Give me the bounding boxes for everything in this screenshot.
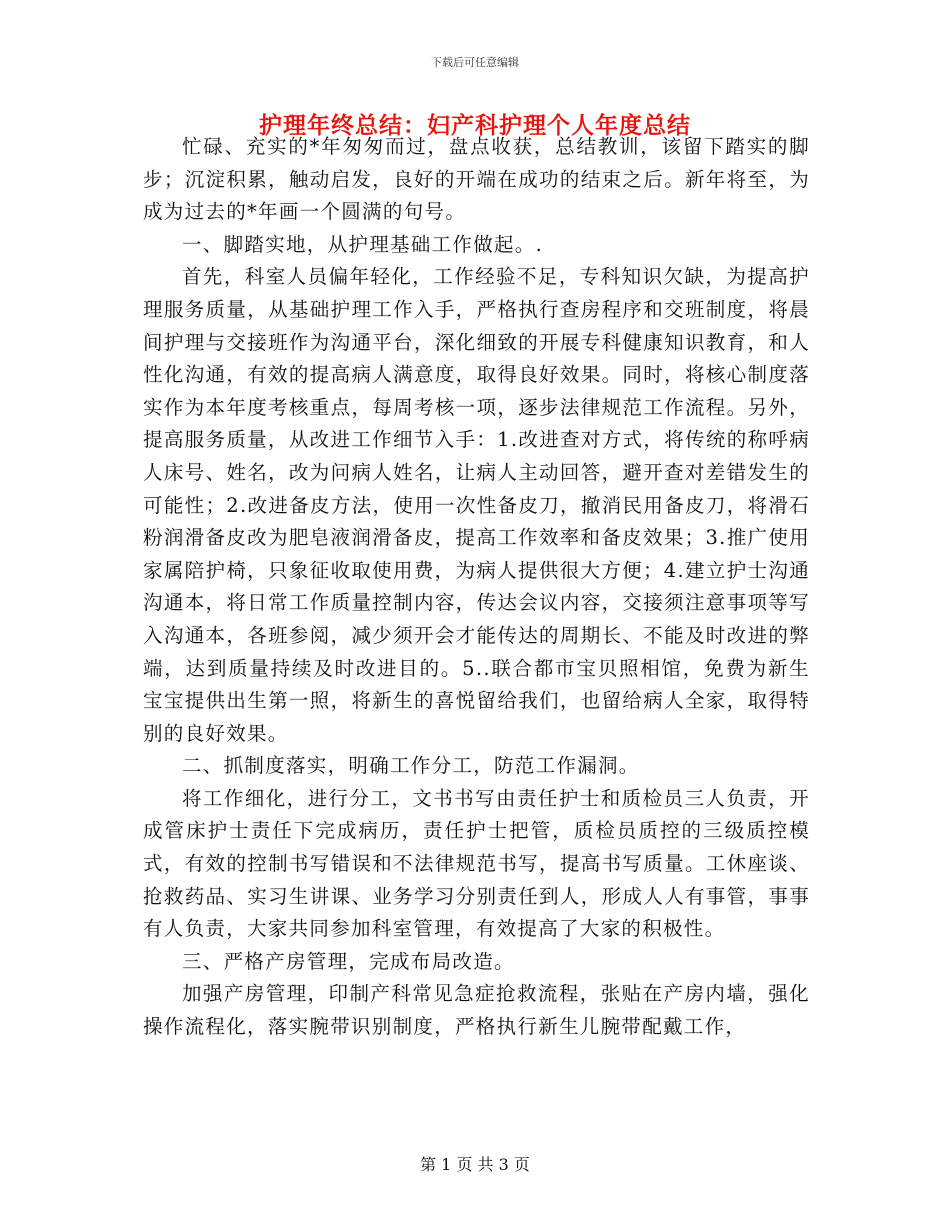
paragraph-section-2: 将工作细化，进行分工，文书书写由责任护士和质检员三人负责，开成管床护士责任下完成病历，责任护士把管，质检员质控的三级质控模式，有效的控制书写错误和不法律规范书写，提高书写质量。工休座谈、抢救药品、实习生讲课、业务学习分别责任到人，形成人人有事管，事事有人负责，大家共同参加科室管理，有效提高了大家的积极性。 bbox=[143, 786, 810, 941]
paragraph-section-3: 加强产房管理，印制产科常见急症抢救流程，张贴在产房内墙，强化操作流程化，落实腕带识别制度，严格执行新生儿腕带配戴工作， bbox=[143, 982, 810, 1039]
document-title: 护理年终总结：妇产科护理个人年度总结 bbox=[259, 112, 691, 139]
paragraph-intro: 忙碌、充实的*年匆匆而过，盘点收获，总结教训，该留下踏实的脚步；沉淀积累，触动启发，良好的开端在成功的结束之后。新年将至，为成为过去的*年画一个圆满的句号。 bbox=[143, 135, 810, 224]
page-number: 第 1 页 共 3 页 bbox=[420, 1155, 530, 1174]
section-heading-1: 一、脚踏实地，从护理基础工作做起。. bbox=[182, 232, 544, 256]
section-heading-2: 二、抓制度落实，明确工作分工，防范工作漏洞。 bbox=[182, 754, 640, 778]
header-note: 下载后可任意编辑 bbox=[431, 56, 519, 69]
paragraph-section-1: 首先，科室人员偏年轻化，工作经验不足，专科知识欠缺，为提高护理服务质量，从基础护理工作入手，严格执行查房程序和交班制度，将晨间护理与交接班作为沟通平台，深化细致的开展专科健康知识教育，和人性化沟通，有效的提高病人满意度，取得良好效果。同时，将核心制度落实作为本年度考核重点，每周考核一项，逐步法律规范工作流程。另外，提高服务质量，从改进工作细节入手：1.改进查对方式，将传统的称呼病人床号、姓名，改为问病人姓名，让病人主动回答，避开查对差错发生的可能性；2.改进备皮方法，使用一次性备皮刀，撤消民用备皮刀，将滑石粉润滑备皮改为肥皂液润滑备皮，提高工作效率和备皮效果；3.推广使用家属陪护椅，只象征收取使用费，为病人提供很大方便；4.建立护士沟通沟通本，将日常工作质量控制内容，传达会议内容，交接须注意事项等写入沟通本，各班参阅，减少须开会才能传达的周期长、不能及时改进的弊端，达到质量持续及时改进目的。5..联合都市宝贝照相馆，免费为新生宝宝提供出生第一照，将新生的喜悦留给我们，也留给病人全家，取得特别的良好效果。 bbox=[143, 265, 810, 745]
document-body bbox=[143, 131, 810, 1044]
section-heading-3: 三、严格产房管理，完成布局改造。 bbox=[182, 949, 515, 973]
